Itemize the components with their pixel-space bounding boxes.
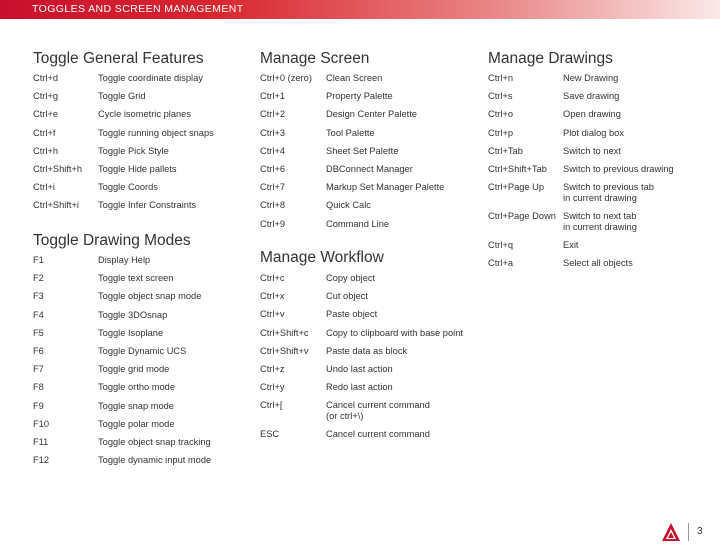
shortcut-description: Quick Calc	[326, 200, 371, 211]
shortcut-key: Ctrl+8	[260, 200, 286, 211]
shortcut-description: Toggle Pick Style	[98, 145, 169, 156]
shortcut-description: Toggle Isoplane	[98, 327, 164, 338]
shortcut-key: Ctrl+6	[260, 164, 286, 174]
shortcut-key: Ctrl+Page Up	[488, 182, 545, 193]
shortcut-description: Cycle isometric planes	[98, 109, 192, 120]
shortcut-description: Toggle text screen	[98, 273, 174, 284]
shortcut-key: ESC	[260, 429, 280, 440]
shortcut-description: Toggle Coords	[98, 182, 158, 193]
shortcut-key: Ctrl+Shift+h	[33, 164, 83, 174]
shortcut-key: Ctrl+v	[260, 309, 285, 320]
shortcut-key: Ctrl+3	[260, 127, 286, 138]
shortcut-key: Ctrl+f	[33, 127, 56, 138]
shortcut-key: Ctrl+Shift+c	[260, 327, 309, 338]
shortcut-description: Design Center Palette	[326, 109, 417, 120]
shortcut-key: Ctrl+s	[488, 91, 513, 102]
shortcut-description: Switch to previous tab in current drawing	[563, 182, 654, 204]
shortcut-description: Paste data as block	[326, 345, 408, 356]
shortcut-description: Open drawing	[563, 109, 621, 120]
shortcut-description: Toggle 3DOsnap	[98, 309, 168, 320]
shortcut-description: New Drawing	[563, 73, 619, 83]
shortcut-key: F3	[33, 291, 44, 302]
shortcut-key: F2	[33, 273, 44, 284]
shortcut-description: Toggle object snap tracking	[98, 437, 211, 447]
shortcut-description: Toggle grid mode	[98, 364, 170, 375]
shortcut-key: Ctrl+p	[488, 127, 514, 138]
shortcut-key: F4	[33, 309, 44, 320]
shortcut-key: Ctrl+o	[488, 109, 514, 120]
shortcut-description: Save drawing	[563, 91, 620, 102]
header-banner	[0, 0, 720, 19]
shortcut-key: Ctrl+a	[488, 257, 514, 268]
section-title: Manage Workflow	[260, 249, 384, 266]
shortcut-key: F10	[33, 418, 50, 429]
shortcut-description: Toggle Hide pallets	[98, 164, 177, 174]
shortcut-description: Property Palette	[326, 91, 393, 102]
shortcut-description: DBConnect Manager	[326, 164, 413, 174]
shortcut-description: Toggle polar mode	[98, 418, 175, 429]
shortcut-key: Ctrl+Shift+v	[260, 345, 309, 356]
shortcut-description: Sheet Set Palette	[326, 145, 399, 156]
shortcut-description: Toggle snap mode	[98, 400, 174, 411]
section-title: Toggle General Features	[33, 50, 204, 67]
shortcut-key: Ctrl+9	[260, 218, 286, 229]
shortcut-description: Toggle coordinate display	[98, 73, 203, 83]
shortcut-key: Ctrl+1	[260, 91, 286, 102]
shortcut-key: Ctrl+Shift+i	[33, 200, 79, 211]
section-title: Toggle Drawing Modes	[33, 232, 191, 249]
shortcut-description: Cancel current command (or ctrl+\)	[326, 400, 430, 422]
shortcut-description: Switch to next	[563, 145, 621, 156]
section-title: Manage Drawings	[488, 50, 613, 67]
shortcut-key: F1	[33, 255, 44, 265]
shortcut-key: Ctrl+c	[260, 273, 285, 283]
shortcut-key: Ctrl+i	[33, 182, 55, 193]
page-header-title: TOGGLES AND SCREEN MANAGEMENT	[32, 3, 244, 15]
shortcut-description: Clean Screen	[326, 73, 383, 83]
autodesk-logo-icon	[661, 522, 681, 542]
shortcut-key: Ctrl+2	[260, 109, 286, 120]
shortcut-description: Cut object	[326, 291, 368, 302]
shortcut-description: Tool Palette	[326, 127, 375, 138]
shortcut-description: Switch to previous drawing	[563, 164, 674, 174]
footer-divider	[688, 523, 689, 541]
shortcut-description: Toggle Dynamic UCS	[98, 346, 187, 356]
page-number: 3	[697, 526, 703, 537]
shortcut-description: Copy to clipboard with base point	[326, 327, 463, 338]
shortcut-description: Select all objects	[563, 257, 633, 268]
shortcut-key: Ctrl+0 (zero)	[260, 73, 312, 83]
shortcut-key: F7	[33, 364, 44, 375]
shortcut-key: Ctrl+q	[488, 239, 514, 250]
shortcut-key: Ctrl+x	[260, 291, 285, 302]
section-title: Manage Screen	[260, 50, 370, 67]
shortcut-key: Ctrl+d	[33, 73, 59, 83]
shortcut-description: Cancel current command	[326, 429, 430, 440]
shortcut-description: Switch to next tab in current drawing	[563, 210, 637, 232]
shortcut-description: Command Line	[326, 218, 390, 229]
shortcut-description: Toggle running object snaps	[98, 127, 214, 138]
shortcut-key: Ctrl+4	[260, 145, 286, 156]
shortcut-description: Toggle object snap mode	[98, 291, 202, 302]
shortcut-description: Markup Set Manager Palette	[326, 182, 445, 193]
shortcut-description: Toggle Grid	[98, 91, 146, 102]
shortcut-key: Ctrl+[	[260, 400, 283, 411]
shortcut-key: F8	[33, 382, 44, 393]
shortcut-key: F5	[33, 327, 44, 338]
shortcut-description: Copy object	[326, 273, 376, 283]
shortcut-key: Ctrl+Shift+Tab	[488, 164, 547, 174]
shortcut-key: Ctrl+Page Down	[488, 210, 556, 221]
shortcut-description: Undo last action	[326, 364, 393, 374]
shortcut-key: Ctrl+z	[260, 364, 285, 374]
shortcut-description: Toggle Infer Constraints	[98, 200, 197, 211]
shortcut-key: Ctrl+g	[33, 91, 59, 102]
shortcut-key: Ctrl+y	[260, 382, 285, 393]
shortcut-description: Redo last action	[326, 382, 393, 393]
shortcut-description: Toggle dynamic input mode	[98, 455, 212, 466]
shortcut-key: F9	[33, 400, 44, 411]
shortcut-key: Ctrl+h	[33, 145, 59, 156]
shortcut-key: F6	[33, 346, 44, 356]
shortcut-description: Exit	[563, 239, 579, 250]
shortcut-key: Ctrl+e	[33, 109, 59, 120]
shortcut-key: Ctrl+Tab	[488, 145, 523, 156]
shortcut-key: Ctrl+7	[260, 182, 286, 193]
shortcut-description: Plot dialog box	[563, 127, 624, 138]
shortcut-description: Toggle ortho mode	[98, 382, 176, 393]
shortcut-description: Display Help	[98, 255, 151, 265]
shortcut-key: Ctrl+n	[488, 73, 514, 83]
shortcut-key: F12	[33, 455, 50, 466]
shortcut-description: Paste object	[326, 309, 378, 320]
shortcut-key: F11	[33, 437, 49, 447]
